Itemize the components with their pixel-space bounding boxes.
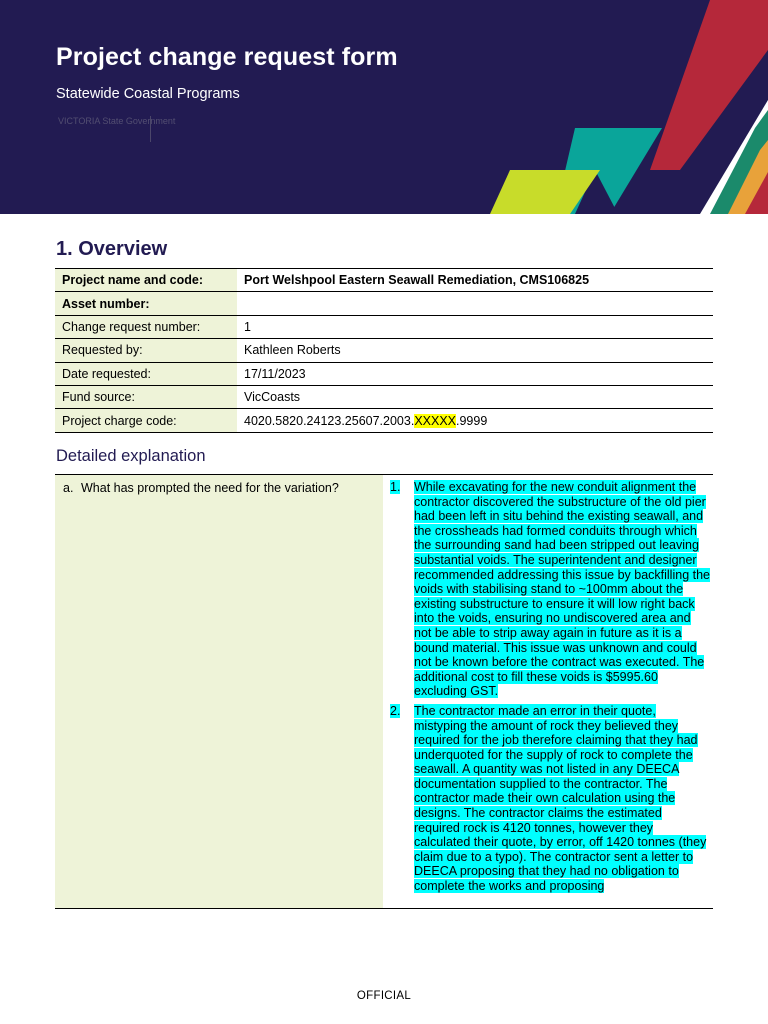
page-subtitle: Statewide Coastal Programs bbox=[56, 86, 240, 102]
list-item-text: While excavating for the new conduit alignment the contractor discovered the substructure of the old pier had been left in situ behind the existing seawall, and the crossheads had formed conduits through which the surrounding sand had been stripped out leaving substantial voids. The superintendent and designer recommended addressing this issue by backfilling the voids with stabilising stand to ~100mm about the existing substructure to ensure it will low right back into the voids, ensuring no undiscovered area and not be able to strip away again in future as it is a bound material. This issue was unknown and could not be known before the contract was executed. The additional cost to fill these voids is $5995.60 excluding GST. bbox=[414, 480, 710, 699]
list-item-number: 2. bbox=[390, 703, 401, 718]
logo-text: VICTORIA State Government bbox=[58, 116, 176, 126]
row-label: Project charge code: bbox=[55, 409, 237, 432]
document-header bbox=[0, 0, 768, 214]
row-value: Kathleen Roberts bbox=[237, 339, 713, 362]
overview-heading: 1. Overview bbox=[56, 238, 168, 260]
table-row bbox=[55, 339, 713, 362]
row-label: Project name and code: bbox=[55, 269, 237, 292]
row-value bbox=[237, 292, 713, 315]
list-item-text: The contractor made an error in their quote, mistyping the amount of rock they believed they required for the job therefore claiming that they had underquoted for the supply of rock to complete the seawall. A quantity was not listed in any DEECA documentation supplied to the contractor. The contractor made their own calculation using the designs. The contractor claims the estimated required rock is 4120 tonnes, however they calculated their quote, by error, off 1420 tonnes (they claim due to a typo). The contractor sent a letter to DEECA proposing that they had no obligation to complete the works and proposing bbox=[414, 703, 707, 894]
question-cell bbox=[55, 475, 383, 908]
row-label: Fund source: bbox=[55, 385, 237, 408]
answer-cell bbox=[390, 480, 710, 899]
charge-code-placeholder: XXXXX bbox=[414, 413, 456, 428]
classification-footer: OFFICIAL bbox=[356, 990, 412, 1002]
decorative-graphic bbox=[0, 0, 768, 214]
row-value: Port Welshpool Eastern Seawall Remediation, CMS106825 bbox=[237, 269, 713, 292]
row-label: Change request number: bbox=[55, 315, 237, 338]
table-row bbox=[55, 385, 713, 408]
question-letter: a. bbox=[63, 481, 74, 495]
row-label: Date requested: bbox=[55, 362, 237, 385]
row-label: Requested by: bbox=[55, 339, 237, 362]
list-item bbox=[390, 480, 710, 699]
logo-divider bbox=[150, 116, 151, 142]
list-item-number: 1. bbox=[390, 480, 401, 494]
row-value: 1 bbox=[237, 315, 713, 338]
table-row bbox=[55, 269, 713, 292]
table-row bbox=[55, 362, 713, 385]
overview-table bbox=[55, 268, 713, 433]
row-label: Asset number: bbox=[55, 292, 237, 315]
page-title: Project change request form bbox=[56, 43, 398, 71]
table-row bbox=[55, 292, 713, 315]
charge-code-prefix: 4020.5820.24123.25607.2003. bbox=[244, 413, 415, 428]
table-row bbox=[55, 409, 713, 432]
row-value: 17/11/2023 bbox=[237, 362, 713, 385]
question bbox=[63, 481, 339, 495]
detailed-explanation-heading: Detailed explanation bbox=[56, 447, 206, 465]
row-value: VicCoasts bbox=[237, 385, 713, 408]
row-value bbox=[237, 409, 713, 432]
question-text: What has prompted the need for the variation? bbox=[81, 481, 339, 495]
list-item bbox=[390, 704, 710, 894]
government-logo bbox=[58, 112, 233, 146]
detailed-explanation-table bbox=[55, 474, 713, 909]
charge-code-suffix: .9999 bbox=[456, 413, 488, 428]
table-row bbox=[55, 315, 713, 338]
